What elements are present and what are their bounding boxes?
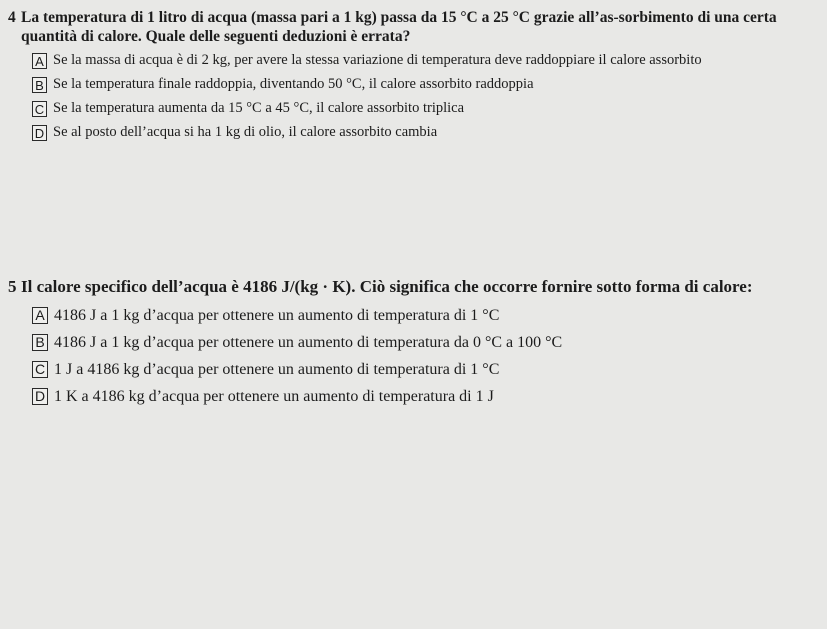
option-b[interactable]: [32, 76, 820, 93]
option-a[interactable]: [32, 306, 820, 325]
option-c[interactable]: [32, 360, 820, 379]
option-letter-box: A: [32, 53, 47, 69]
options-list: [32, 52, 820, 141]
option-text: 1 K a 4186 kg d’acqua per ottenere un aumento di temperatura di 1 J: [54, 388, 494, 405]
option-letter-box: B: [32, 334, 48, 351]
option-letter-box: C: [32, 101, 47, 117]
option-text: Se la massa di acqua è di 2 kg, per avere la stessa variazione di temperatura deve raddoppiare il calore assorbito: [53, 52, 702, 68]
option-letter-box: A: [32, 307, 48, 324]
question-text: La temperatura di 1 litro di acqua (massa pari a 1 kg) passa da 15 °C a 25 °C grazie all’as-sorbimento di una certa quantità di calore. Quale delle seguenti deduzioni è errata?: [21, 9, 777, 45]
option-d[interactable]: [32, 124, 820, 141]
option-text: Se la temperatura aumenta da 15 °C a 45 °C, il calore assorbito triplica: [53, 100, 465, 116]
question-stem: [8, 276, 820, 298]
option-b[interactable]: [32, 333, 820, 352]
option-c[interactable]: [32, 100, 820, 117]
option-text: 4186 J a 1 kg d’acqua per ottenere un aumento di temperatura da 0 °C a 100 °C: [54, 334, 563, 351]
option-letter-box: D: [32, 125, 47, 141]
option-text: Se al posto dell’acqua si ha 1 kg di olio, il calore assorbito cambia: [53, 124, 438, 140]
option-d[interactable]: [32, 387, 820, 406]
option-letter-box: D: [32, 388, 48, 405]
option-letter-box: B: [32, 77, 47, 93]
options-list: [32, 306, 820, 406]
question-4: [8, 8, 820, 141]
option-text: 4186 J a 1 kg d’acqua per ottenere un aumento di temperatura di 1 °C: [54, 307, 500, 324]
option-letter-box: C: [32, 361, 48, 378]
question-number: 4: [8, 9, 16, 26]
question-number: 5: [8, 277, 17, 296]
question-text: Il calore specifico dell’acqua è 4186 J/(kg · K). Ciò significa che occorre fornire sotto forma di calore:: [21, 277, 753, 296]
option-text: Se la temperatura finale raddoppia, diventando 50 °C, il calore assorbito raddoppia: [53, 76, 534, 92]
option-a[interactable]: [32, 52, 820, 69]
option-text: 1 J a 4186 kg d’acqua per ottenere un aumento di temperatura di 1 °C: [54, 361, 500, 378]
question-stem: [8, 8, 820, 46]
question-5: [8, 276, 820, 406]
